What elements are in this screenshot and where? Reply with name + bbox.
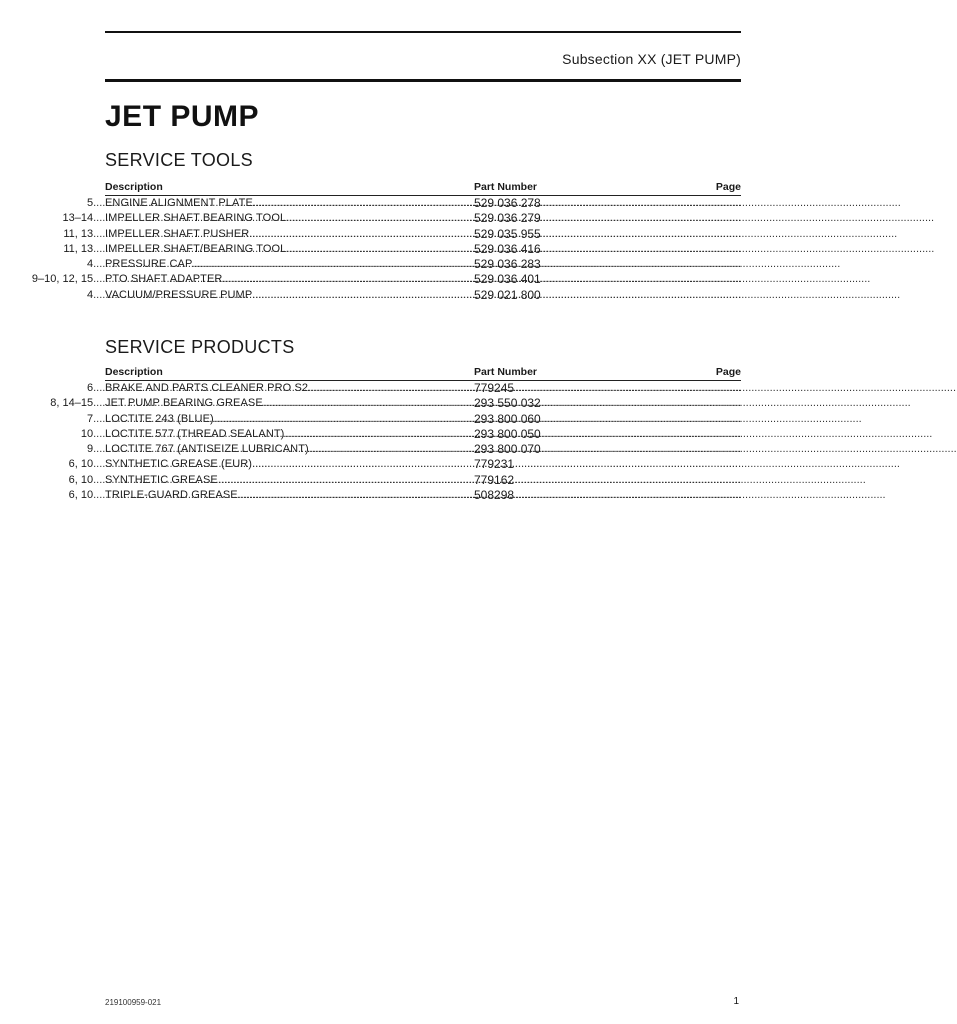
row-page-text: 10 [80, 427, 94, 440]
row-part-number: 529 021 800 [474, 287, 541, 302]
row-part-number: 293 800 060 [474, 411, 541, 426]
table-row [80, 426, 741, 442]
row-part-number: 529 036 416 [474, 241, 541, 256]
row-page-text: 7 [86, 412, 94, 425]
service-products-heading: SERVICE PRODUCTS [105, 337, 295, 357]
row-part-number: 293 800 070 [474, 442, 541, 457]
row-description-text: IMPELLER SHAFT/BEARING TOOL [105, 242, 287, 255]
table-row [86, 442, 741, 457]
row-part-number: 779231 [474, 457, 515, 472]
column-header-description: Description [105, 366, 163, 378]
row-description-text: SYNTHETIC GREASE [105, 473, 218, 486]
service-tools-heading: SERVICE TOOLS [105, 150, 253, 170]
page-number: 1 [733, 996, 739, 1007]
header-top-rule [105, 31, 741, 33]
table-row [86, 257, 741, 272]
row-description-text: PRESSURE CAP [105, 258, 193, 271]
row-part-number: 529 036 283 [474, 257, 541, 272]
column-header-part-number: Part Number [474, 366, 538, 378]
row-page-text: 6, 10 [68, 489, 94, 502]
row-part-number: 293 550 032 [474, 396, 541, 411]
row-description-text: VACUUM/PRESSURE PUMP [105, 288, 253, 301]
row-part-number: 529 036 401 [474, 272, 541, 287]
table-row [68, 472, 741, 488]
row-description-text: BRAKE AND PARTS CLEANER PRO S2 [105, 382, 309, 394]
service-tools-table-header [105, 181, 741, 196]
table-row [63, 226, 741, 242]
row-part-number: 508298 [474, 488, 515, 503]
row-part-number: 529 035 955 [474, 226, 541, 241]
header-bottom-rule [105, 79, 741, 82]
row-page-text: 11, 13 [63, 242, 94, 255]
row-page-text: 13–14 [62, 212, 94, 225]
column-header-page: Page [715, 366, 741, 378]
column-header-page: Page [715, 181, 741, 193]
table-row [86, 287, 741, 303]
column-header-part-number: Part Number [474, 181, 538, 193]
table-row [63, 241, 741, 257]
table-row [68, 488, 741, 503]
row-description-text: ENGINE ALIGNMENT PLATE [105, 197, 253, 209]
table-row [86, 196, 741, 211]
service-products-table-header [105, 366, 741, 381]
row-description-text: LOCTITE 243 (BLUE) [105, 412, 214, 425]
row-page-text: 5 [86, 197, 94, 209]
row-part-number: 529 036 278 [474, 196, 541, 210]
row-description-text: PTO SHAFT ADAPTER [105, 273, 223, 286]
table-row [62, 211, 741, 226]
row-page-text: 6, 10 [68, 458, 94, 471]
row-description-text: IMPELLER SHAFT PUSHER [105, 227, 250, 240]
row-part-number: 779162 [474, 472, 515, 487]
service-tools-table [31, 181, 741, 303]
row-part-number: 779245 [474, 381, 515, 395]
row-page-text: 4 [86, 288, 94, 301]
table-row [68, 457, 741, 472]
service-products-rows [50, 381, 741, 503]
subsection-label: Subsection XX (JET PUMP) [562, 51, 741, 67]
service-products-table [50, 366, 741, 503]
row-part-number: 529 036 279 [474, 211, 541, 226]
row-description-text: IMPELLER SHAFT BEARING TOOL [105, 212, 287, 225]
document-code: 219100959-021 [105, 998, 162, 1007]
row-page-text: 6, 10 [68, 473, 94, 486]
page-title: JET PUMP [105, 100, 260, 133]
table-row [50, 396, 741, 411]
column-header-description: Description [105, 181, 163, 193]
row-description-text: TRIPLE-GUARD GREASE [105, 489, 238, 502]
row-page-text: 6 [86, 382, 94, 394]
table-row [86, 381, 741, 396]
row-description-text: LOCTITE 577 (THREAD SEALANT) [105, 427, 285, 440]
row-description-text: JET PUMP BEARING GREASE [105, 397, 263, 410]
row-page-text: 8, 14–15 [50, 397, 94, 410]
table-row [31, 272, 741, 287]
table-row [86, 411, 741, 427]
row-description-text: SYNTHETIC GREASE (EUR) [105, 458, 253, 471]
service-tools-rows [31, 196, 741, 303]
row-page-text: 4 [86, 258, 94, 271]
row-page-text: 11, 13 [63, 227, 94, 240]
row-page-text: 9 [86, 443, 94, 456]
row-page-text: 9–10, 12, 15 [31, 273, 94, 286]
row-part-number: 293 800 050 [474, 426, 541, 441]
row-description-text: LOCTITE 767 (ANTISEIZE LUBRICANT) [105, 443, 309, 456]
